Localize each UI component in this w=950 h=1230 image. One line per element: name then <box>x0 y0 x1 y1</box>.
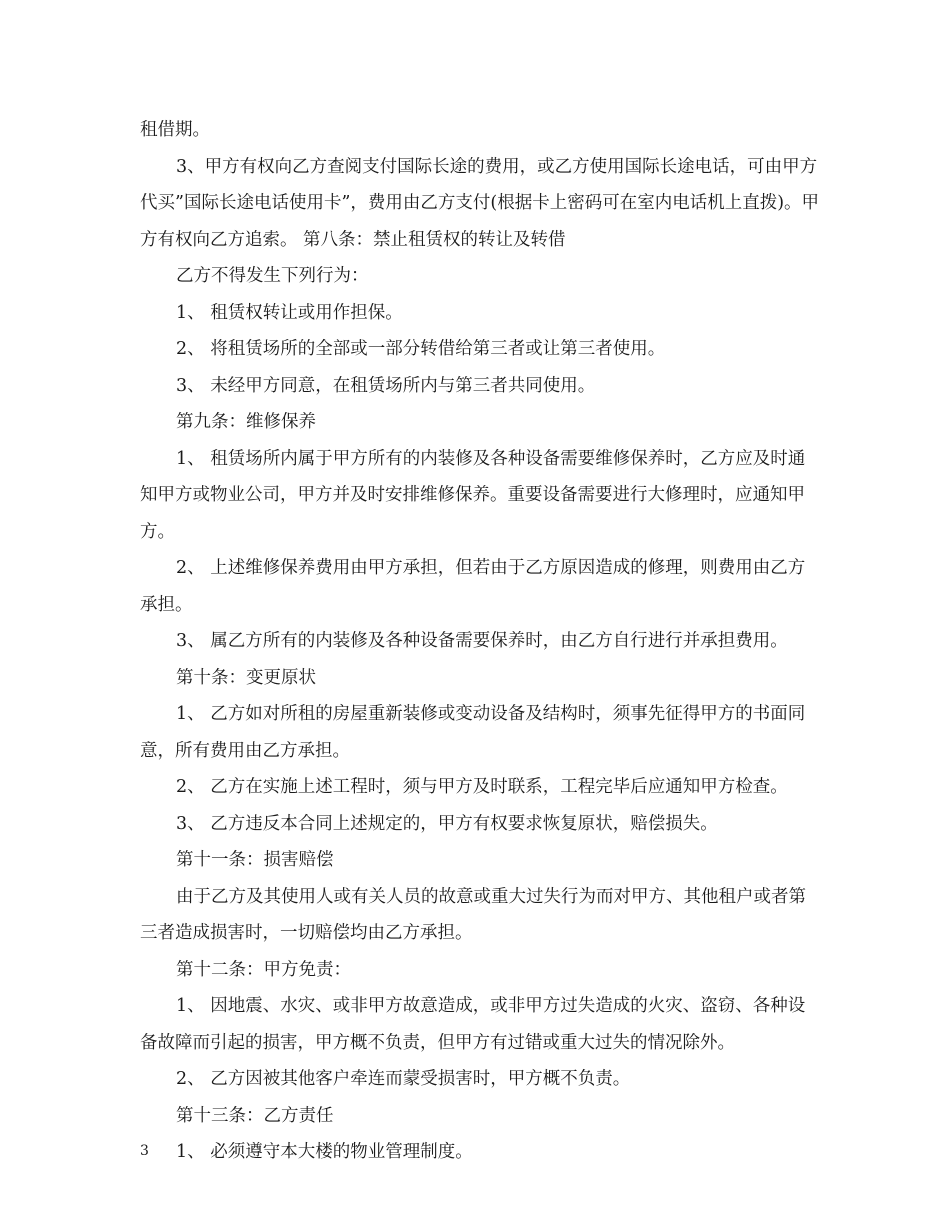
paragraph: 第十条：变更原状 <box>176 667 316 688</box>
paragraph: 1、 租赁场所内属于甲方所有的内装修及各种设备需要维修保养时，乙方应及时通知甲方或物业公司，甲方并及时安排维修保养。重要设备需要进行大修理时，应通知甲方。 <box>140 448 806 542</box>
paragraph: 租借期。 <box>140 120 210 140</box>
paragraph: 2、 上述维修保养费用由甲方承担，但若由于乙方原因造成的修理，则费用由乙方承担。 <box>140 558 806 615</box>
paragraph: 2、 乙方在实施上述工程时，须与甲方及时联系，工程完毕后应通知甲方检查。 <box>176 777 788 797</box>
paragraph: 1、 因地震、水灾、或非甲方故意造成，或非甲方过失造成的火灾、盗窃、各种设备故障而引起的损害，甲方概不负责，但甲方有过错或重大过失的情况除外。 <box>140 996 806 1053</box>
paragraph: 由于乙方及其使用人或有关人员的故意或重大过失行为而对甲方、其他租户或者第三者造成损害时，一切赔偿均由乙方承担。 <box>140 886 806 943</box>
paragraph: 2、 乙方因被其他客户牵连而蒙受损害时，甲方概不负责。 <box>176 1069 631 1089</box>
paragraph: 第十一条：损害赔偿 <box>176 850 334 870</box>
paragraph: 1、 必须遵守本大楼的物业管理制度。 <box>176 1142 473 1162</box>
paragraph: 1、 租赁权转让或用作担保。 <box>176 302 403 323</box>
document-body <box>140 112 820 1171</box>
paragraph: 第九条：维修保养 <box>176 412 316 432</box>
paragraph: 3、甲方有权向乙方查阅支付国际长途的费用，或乙方使用国际长途电话，可由甲方代买”国际长途电话使用卡”，费用由乙方支付(根据卡上密码可在室内电话机上直拨)。甲方有权向乙方追索。 第八条：禁止租赁权的转让及转借 <box>140 156 820 250</box>
paragraph: 3、 乙方违反本合同上述规定的，甲方有权要求恢复原状，赔偿损失。 <box>176 813 718 834</box>
paragraph: 2、 将租赁场所的全部或一部分转借给第三者或让第三者使用。 <box>176 339 666 359</box>
paragraph: 3、 属乙方所有的内装修及各种设备需要保养时，由乙方自行进行并承担费用。 <box>176 631 788 651</box>
paragraph: 1、 乙方如对所租的房屋重新装修或变动设备及结构时，须事先征得甲方的书面同意，所有费用由乙方承担。 <box>140 704 806 761</box>
paragraph: 第十二条：甲方免责： <box>176 959 351 980</box>
paragraph: 3、 未经甲方同意，在租赁场所内与第三者共同使用。 <box>176 375 596 396</box>
paragraph: 第十三条：乙方责任 <box>176 1105 334 1126</box>
paragraph: 乙方不得发生下列行为： <box>176 266 369 286</box>
page-number: 3 <box>140 1143 149 1159</box>
